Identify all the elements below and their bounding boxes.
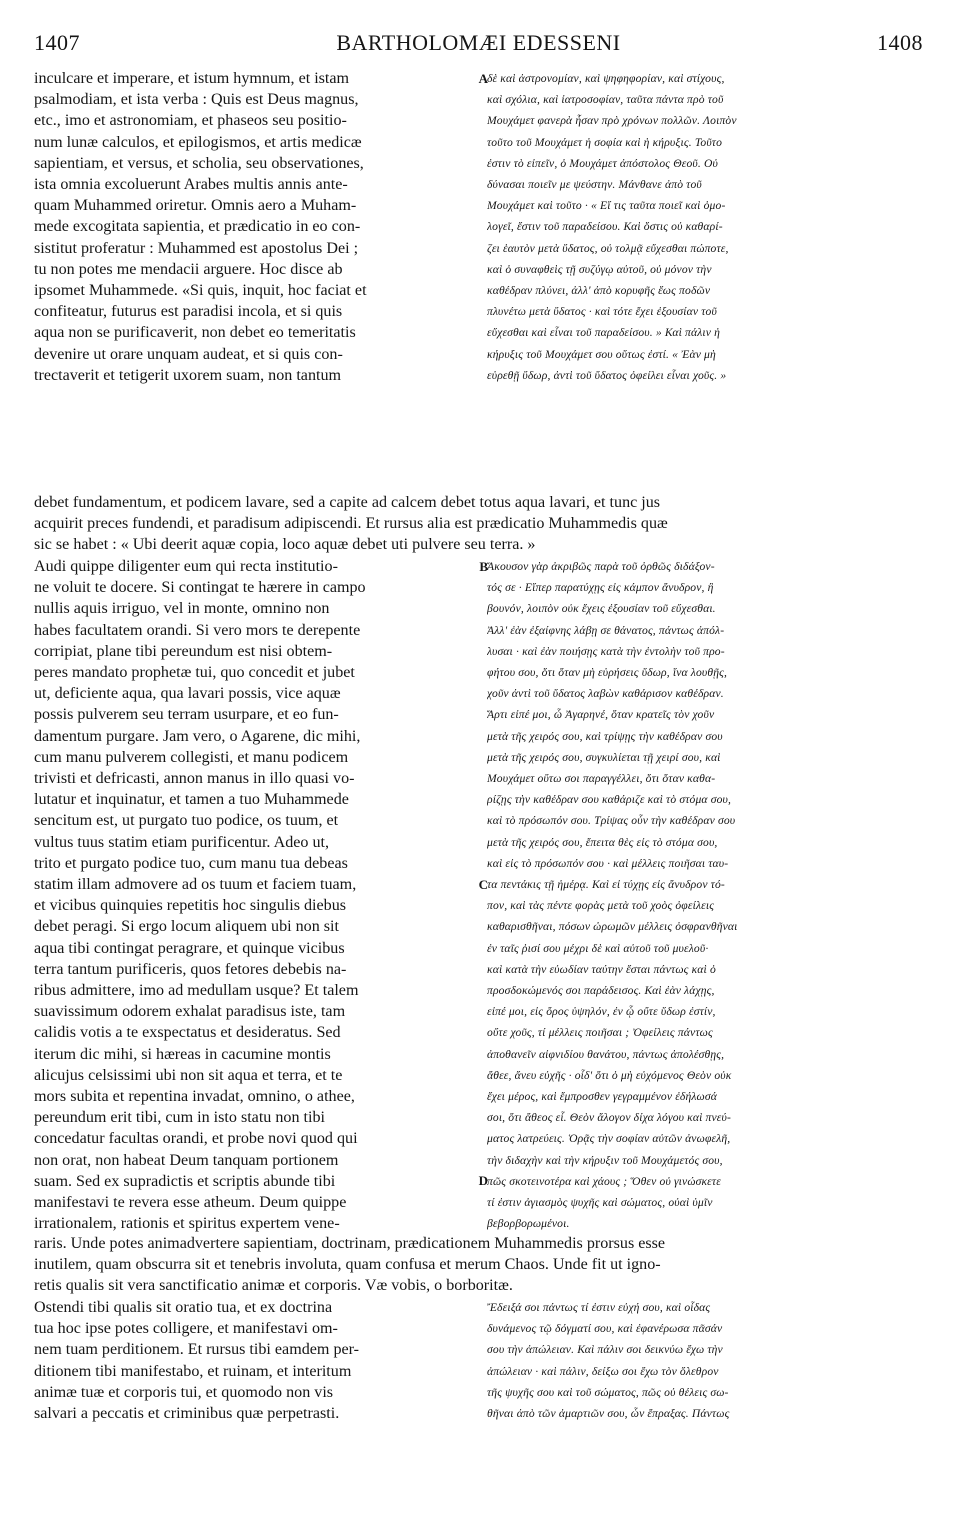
section-marker-a: A <box>478 71 488 86</box>
text-line: sistitut proferatur : Muhammed est apostolus Dei ; <box>34 239 359 257</box>
latin-column <box>34 1297 474 1424</box>
section-b <box>34 556 932 1235</box>
text-line: psalmodiam, et ista verba : Quis est Deus magnus, <box>34 91 359 109</box>
section-a <box>34 68 932 386</box>
text-line: τὴν διδαχὴν καὶ τὴν κήρυξιν τοῦ Μουχάμετός σου, <box>487 1153 723 1167</box>
text-line: confiteatur, futurus est paradisi incola, et si quis <box>34 303 343 321</box>
text-line: ἀπώλειαν · καὶ πάλιν, δείξω σοι ἔχω τὸν ὄλεθρον <box>487 1364 719 1378</box>
text-line: suam. Sed ex supradictis et scriptis abunde tibi <box>34 1172 336 1190</box>
text-line: πῶς σκοτεινοτέρα καὶ χάους ; Ὅθεν οὐ γινώσκετε <box>487 1174 721 1188</box>
text-line: ipsomet Muhammede. «Si quis, inquit, hoc faciat et <box>34 282 367 300</box>
text-line: Μουχάμετ οὕτω σοι παραγγέλλει, ὅτι ὅταν καθα- <box>487 772 716 786</box>
text-line: θῆναι ἀπὸ τῶν ἁμαρτιῶν σου, ὧν ἔπραξας. Πάντως <box>487 1407 730 1421</box>
text-line: trito et purgato podice tuo, cum manu tua debeas <box>34 854 348 872</box>
text-line: εὔχεσθαι καὶ εἶναι τοῦ παραδείσου. » Καὶ πάλιν ἡ <box>487 326 721 340</box>
text-line: terra tantum purificeris, quos fetores debebis na- <box>34 960 347 978</box>
text-line: statim illam admovere ad os tuum et faciem tuam, <box>34 876 357 894</box>
text-line: nem tuam perditionem. Et rursus tibi eamdem per- <box>34 1341 360 1359</box>
text-line: vultus tuus statim etiam purificentur. Adeo ut, <box>34 833 330 851</box>
text-line: inutilem, quam obscurra sit et tenebris involuta, quam confusa et merum Chaos. Unde fit ut igno- <box>34 1256 661 1274</box>
text-line: προσδοκώμενός σοι παράδεισος. Καὶ ἐὰν λάχῃς, <box>487 984 715 998</box>
greek-column <box>487 556 932 1235</box>
text-line: μετὰ τῆς χειρός σου, καὶ τρίψῃς τὴν καθέδραν σου <box>487 729 723 743</box>
text-line: ἔχει μέρος, καὶ ἔμπροσθεν γεγραμμένον ἐδήλωσά <box>487 1090 717 1104</box>
text-line: τοῦτο τοῦ Μουχάμετ ἡ σοφία καὶ ἡ κήρυξις. Τοῦτο <box>487 135 723 149</box>
text-line: ribus admittere, imo ad medullam usque? Et talem <box>34 982 359 1000</box>
greek-column <box>487 1297 932 1424</box>
text-line: μετὰ τῆς χειρός σου, συγκυλίεται τῇ χειρί σου, καὶ <box>487 750 721 764</box>
text-line: ut, deficiente aqua, qua lavari possis, vice aquæ <box>34 685 341 703</box>
text-line: πον, καὶ τὰς πέντε φορὰς μετὰ τοῦ χοὸς ὀφείλεις <box>487 899 715 913</box>
text-line: nullis aquis irriguo, vel in monte, omnino non <box>34 600 330 618</box>
text-line: animæ tuæ et corporis tui, et quomodo non vis <box>34 1383 334 1401</box>
text-line: cum manu pulverem collegisti, et manu podicem <box>34 748 349 766</box>
text-line: sencitum est, ut purgato tuo podice, os tuum, et <box>34 812 339 830</box>
section-marker-c: C <box>478 877 488 892</box>
text-line: εὑρεθῇ ὕδωρ, ἀντὶ τοῦ ὕδατος ὀφείλει εἶναι χοῦς. » <box>487 368 727 382</box>
text-line: σοι, ὅτι ἄθεος εἶ. Θεὸν ἄλογον δίχα λόγου καὶ πνεύ- <box>487 1111 732 1125</box>
page-number-left: 1407 <box>34 30 80 55</box>
text-line: καθέδραν πλύνει, ἀλλ' ἀπὸ κορυφῆς ἕως ποδῶν <box>487 284 711 298</box>
text-line: mede excogitata sapientia, et prædicatio in eo con- <box>34 218 361 236</box>
text-line: ἀποθανεῖν αἰφνιδίου θανάτου, πάντως ἀπολέσθῃς, <box>487 1047 725 1061</box>
text-line: λογεῖ, ἔστιν τοῦ παραδείσου. Καὶ ὅστις οὐ καθαρί- <box>487 220 723 234</box>
text-line: Ἄρτι εἰπέ μοι, ὦ Ἀγαρηνέ, ὅταν κρατεῖς τὸν χοῦν <box>487 708 715 722</box>
text-line: quam Muhammed oriretur. Omnis aero a Muham- <box>34 197 357 215</box>
text-line: δύνασαι ποιεῖν με ψεύστην. Μάνθανε ἀπὸ τοῦ <box>487 178 702 192</box>
text-line: ἐστιν τὸ εἰπεῖν, ὁ Μουχάμετ ἀπόστολος Θεοῦ. Οὐ <box>487 156 718 170</box>
text-line: damentum purgare. Jam vero, o Agarene, dic mihi, <box>34 727 361 745</box>
text-line: pereundum erit tibi, cum in isto statu non tibi <box>34 1109 325 1127</box>
text-line: τῆς ψυχῆς σου καὶ τοῦ σώματος, πῶς οὐ θέλεις σω- <box>487 1385 729 1399</box>
text-line: etc., imo et astronomiam, et phaseos seu positio- <box>34 112 347 130</box>
page-number-right: 1408 <box>877 30 923 55</box>
text-line: καὶ σχόλια, καὶ ἰατροσοφίαν, ταῦτα πάντα πρὸ τοῦ <box>487 93 724 107</box>
text-line: Μουχάμετ καὶ τοῦτο · « Εἴ τις ταῦτα ποιεῖ καὶ ὁμο- <box>487 199 726 213</box>
text-line: aqua non se purificaverit, non debet eo temeritatis <box>34 324 356 342</box>
text-line: ματος λατρεύεις. Ὁρᾷς τὴν σοφίαν αὐτῶν ἀνωφελῆ, <box>487 1132 731 1146</box>
text-line: sic se habet : « Ubi deerit aquæ copia, loco aquæ debet uti pulvere seu terra. » <box>34 536 536 554</box>
text-line: Ἄκουσον γὰρ ἀκριβῶς παρὰ τοῦ ὀρθῶς διδάξον- <box>487 560 715 573</box>
text-line: inculcare et imperare, et istum hymnum, et istam <box>34 70 350 87</box>
text-line: manifestavi te revera esse atheum. Deum quippe <box>34 1194 347 1212</box>
text-line: debet fundamentum, et podicem lavare, sed a capite ad calcem debet totus aqua lavari, et tunc jus <box>34 494 661 511</box>
text-line: ne voluit te docere. Si contingat te hærere in campo <box>34 579 366 597</box>
text-line: raris. Unde potes animadvertere sapientiam, doctrinam, prædicationem Muhammedis prorsus esse <box>34 1235 666 1252</box>
text-line: Ἀλλ' ἐὰν ἐξαίφνης λάβῃ σε θάνατος, πάντως ἀπόλ- <box>487 623 725 637</box>
text-line: ἐν ταῖς ῥισί σου μέχρι δὲ καὶ αὐτοῦ τοῦ μυελοῦ· <box>487 941 709 955</box>
text-line: Ἔδειξά σοι πάντως τί ἐστιν εὐχή σου, καὶ οἶδας <box>487 1301 711 1314</box>
text-line: ἄθεε, ἄνευ εὐχῆς · οἶδ' ὅτι ὁ μὴ εὐχόμενος Θεὸν οὐκ <box>487 1068 732 1082</box>
text-line: σου τὴν ἀπώλειαν. Καὶ πάλιν σοι δεικνύω ἔχω τὴν <box>487 1343 723 1357</box>
text-line: calidis votis a te exspectatus et desideratus. Sed <box>34 1024 341 1042</box>
latin-column <box>34 556 488 1235</box>
text-line: χοῦν ἀντὶ τοῦ ὕδατος λαβὼν καθάρισον καθέδραν. <box>487 687 724 701</box>
text-line: acquirit preces fundendi, et paradisum adipiscendi. Et rursus alia est prædicatio Muhammedis quæ <box>34 515 668 533</box>
text-line: τί ἐστιν ἁγιασμὸς ψυχῆς καὶ σώματος, οὐαὶ ὑμῖν <box>487 1196 713 1210</box>
text-line: iterum dic mihi, si hæreas in cacumine montis <box>34 1045 331 1063</box>
text-line: δυνάμενος τῷ δόγματί σου, καὶ ἐφανέρωσα πᾶσάν <box>487 1322 723 1336</box>
text-line: λυσαι · καὶ ἐὰν ποιήσῃς κατὰ τὴν ἐντολὴν τοῦ προ- <box>487 644 725 658</box>
text-line: πλυνέτω μετὰ ὕδατος · καὶ τότε ἔχει ἐξουσίαν τοῦ <box>487 305 717 319</box>
text-line: καθαρισθῆναι, πόσων ὠρωμῶν μέλλεις ὀσφρανθῆναι <box>487 920 738 934</box>
text-line: habes facultatem orandi. Si vero mors te derepente <box>34 621 361 639</box>
text-line: οὔτε χοῦς, τί μέλλεις ποιῆσαι ; Ὀφείλεις πάντως <box>487 1026 713 1040</box>
text-line: τός σε · Εἴπερ παρατύχῃς εἰς κάμπον ἄνυδρον, ἢ <box>487 581 714 595</box>
text-line: trivisti et defricasti, annon manus in illo quasi vo- <box>34 770 355 788</box>
text-line: βεβορβορωμένοι. <box>487 1217 570 1231</box>
text-line: ζει ἑαυτὸν μετὰ ὕδατος, οὐ τολμᾷ εὔχεσθαι πώποτε, <box>487 241 729 255</box>
text-line: corripiat, plane tibi pereundum est nisi obtem- <box>34 642 333 660</box>
section-c <box>34 1297 932 1424</box>
page-header <box>0 0 957 60</box>
text-line: Ostendi tibi qualis sit oratio tua, et ex doctrina <box>34 1299 333 1316</box>
text-line: tu non potes me mendacii arguere. Hoc disce ab <box>34 260 343 278</box>
text-line: δὲ καὶ ἀστρονομίαν, καὶ ψηφηφορίαν, καὶ στίχους, <box>487 72 725 85</box>
text-line: devenire ut orare unquam audeat, et si quis con- <box>34 345 343 363</box>
text-line: κήρυξις τοῦ Μουχάμετ σου οὕτως ἐστί. « Ἐὰν μὴ <box>487 347 716 361</box>
greek-column <box>487 68 932 386</box>
latin-column <box>34 68 488 386</box>
text-line: et vicibus quinquies repetitis hoc singulis diebus <box>34 897 347 915</box>
text-line: num lunæ calculos, et epilogismos, et artis medicæ <box>34 133 362 151</box>
text-line: καὶ εἰς τὸ πρόσωπόν σου · καὶ μέλλεις ποιῆσαι ταυ- <box>487 856 729 870</box>
text-line: alicujus celsissimi ubi non sit aqua et terra, et te <box>34 1066 343 1084</box>
text-line: τα πεντάκις τῇ ἡμέρᾳ. Καὶ εἰ τύχῃς εἰς ἄνυδρον τό- <box>487 878 725 892</box>
text-line: sapientiam, et versus, et scholia, seu observationes, <box>34 154 364 172</box>
text-line: possis pulverem seu terram usurpare, et eo fun- <box>34 706 339 724</box>
text-line: debet peragi. Si ergo locum aliquem ubi non sit <box>34 918 339 936</box>
text-line: irrationalem, rationis et spiritus expertem vene- <box>34 1215 340 1233</box>
text-line: suavissimum odorem exhalat paradisus iste, tam <box>34 1003 346 1021</box>
text-line: concedatur facultas orandi, et probe novi quod qui <box>34 1130 358 1148</box>
text-line: non orat, non habeat Deum tanquam portionem <box>34 1151 339 1169</box>
text-line: ρίζῃς τὴν καθέδραν σου καθάριζε καὶ τὸ στόμα σου, <box>487 793 732 807</box>
text-line: φήτου σου, ὅτι ὅταν μὴ εὑρήσεις ὕδωρ, ἵνα λουθῇς, <box>487 666 728 680</box>
text-line: βουνόν, λοιπὸν οὐκ ἔχεις ἐξουσίαν τοῦ εὔχεσθαι. <box>487 602 716 616</box>
text-line: trectaverit et tetigerit uxorem suam, non tantum <box>34 366 342 384</box>
text-line: Μουχάμετ φανερὰ ἦσαν πρὸ χρόνων πολλῶν. Λοιπὸν <box>487 114 737 128</box>
text-line: retis qualis sit vera sanctificatio animæ et corporis. Væ vobis, o borboritæ. <box>34 1277 513 1295</box>
full-width-paragraph <box>34 492 932 556</box>
text-line: Audi quippe diligenter eum qui recta institutio- <box>34 558 338 575</box>
text-line: lutatur et inquinatur, et tamen a tuo Muhammede <box>34 791 349 809</box>
section-marker-b: B <box>479 559 488 574</box>
text-line: mors subita et repentina invadat, omnino, o athee, <box>34 1088 355 1106</box>
section-marker-d: D <box>478 1173 488 1188</box>
text-line: ista omnia excoluerunt Arabes multis annis ante- <box>34 176 348 194</box>
text-line: καὶ ὁ συναφθεὶς τῇ συζύγῳ αὐτοῦ, οὐ μόνον τὴν <box>487 262 712 276</box>
text-line: ditionem tibi manifestabo, et ruinam, et interitum <box>34 1362 352 1380</box>
text-line: tua hoc ipse potes colligere, et manifestavi om- <box>34 1320 338 1338</box>
text-line: aqua tibi contingat peragrare, et quinque vicibus <box>34 939 345 957</box>
text-line: salvari a peccatis et criminibus quæ perpetrasti. <box>34 1405 340 1423</box>
text-line: μετὰ τῆς χειρός σου, ἔπειτα θὲς εἰς τὸ στόμα σου, <box>487 835 718 849</box>
text-line: καὶ κατὰ τὴν εὐωδίαν ταύτην ἔσται πάντως καὶ ὁ <box>487 962 716 976</box>
text-line: εἰπέ μοι, εἰς ὄρος ὑψηλόν, ἐν ᾧ οὔτε ὕδωρ ἐστίν, <box>487 1005 716 1019</box>
text-line: καὶ τὸ πρόσωπόν σου. Τρίψας οὖν τὴν καθέδραν σου <box>487 814 736 828</box>
full-width-paragraph <box>34 1233 932 1297</box>
text-line: peres mandato prophetæ tui, quo concedit et jubet <box>34 664 355 682</box>
running-title: BARTHOLOMÆI EDESSENI <box>336 30 621 55</box>
